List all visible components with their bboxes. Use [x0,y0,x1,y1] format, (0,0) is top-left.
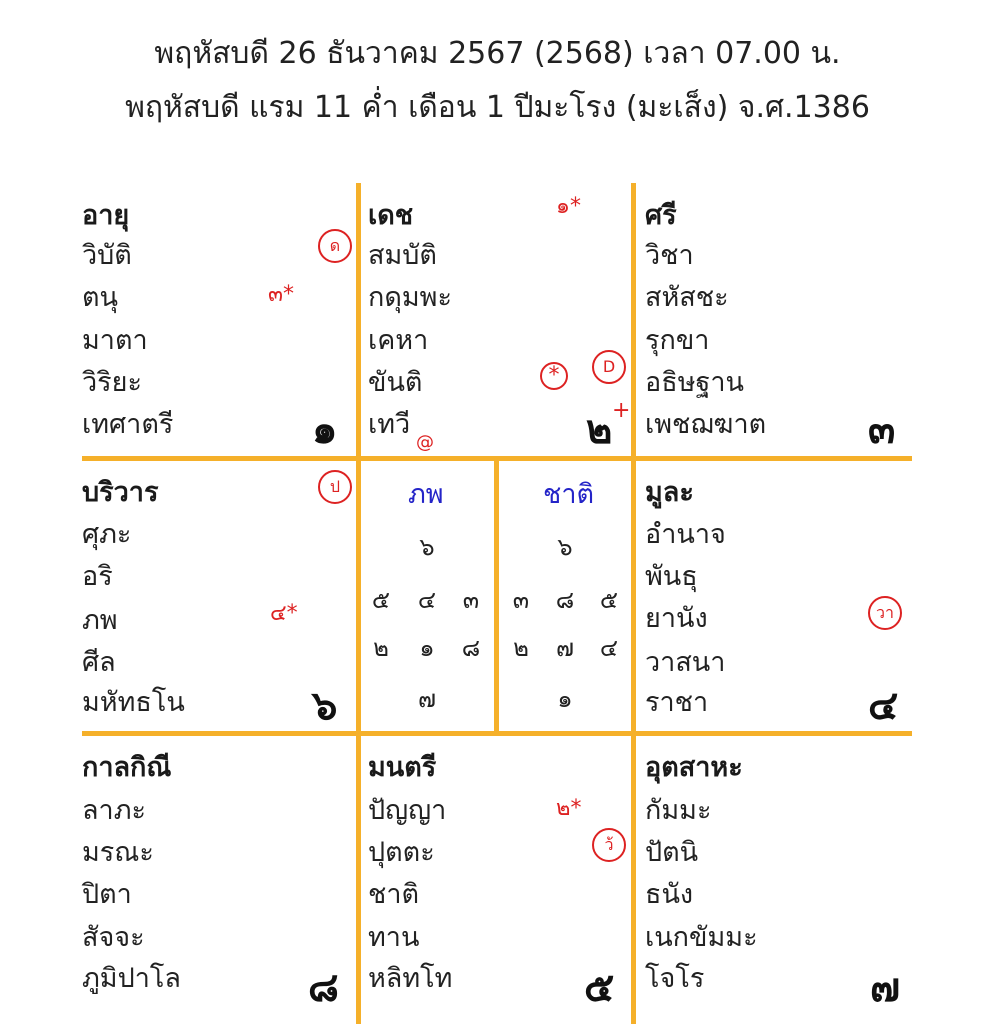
house-item: โจโร [645,963,705,994]
house-item: ภูมิปาโล [82,963,181,994]
house-item: เพชฌฆาต [645,409,767,440]
house-item: ปิตา [82,879,132,910]
house-item: วิชา [645,240,694,271]
marker-at: @ [416,432,434,453]
house-title: บริวาร [82,477,159,508]
center-left-r2c2: ๑ [419,634,435,662]
grid-line-h1 [82,456,912,461]
center-right-r2c3: ๔ [599,634,619,662]
header-line-1: พฤหัสบดี 26 ธันวาคม 2567 (2568) เวลา 07.00 น. [154,36,841,71]
marker-circle-D: D [592,350,626,384]
marker-plus: + [612,398,631,423]
house-item: ภพ [82,605,118,636]
center-right-label: ชาติ [543,479,595,510]
house-item: เคหา [368,325,429,356]
house-item: ชาติ [368,879,420,910]
house-item: อำนาจ [645,519,726,550]
house-title: กาลกิณี [82,752,172,783]
house-item: มรณะ [82,837,154,868]
house-item: สัจจะ [82,922,145,953]
grid-line-h2 [82,731,912,736]
house-title: มนตรี [368,752,437,783]
house-item: มหัทธโน [82,687,185,718]
house-item: กัมมะ [645,795,712,826]
house-item: มาตา [82,325,148,356]
house-item: ปุตตะ [368,837,435,868]
marker-star-2: ๒* [556,796,582,821]
center-left-label: ภพ [408,479,444,510]
header-line-2: พฤหัสบดี แรม 11 ค่ำ เดือน 1 ปีมะโรง (มะเส็ง) จ.ศ.1386 [125,90,870,125]
house-title: อุตสาหะ [645,752,743,783]
house-item: ปัญญา [368,795,447,826]
marker-star-4: ๔* [270,601,298,626]
house-item: ศีล [82,647,116,678]
house-number: ๔ [868,683,899,729]
house-number: ๑ [312,407,338,453]
house-item: ทาน [368,922,420,953]
house-item: ยานัง [645,603,708,634]
house-item: อธิษฐาน [645,367,745,398]
house-item: เทศาตรี [82,409,174,440]
house-number: ๘ [308,965,339,1011]
center-right-r1c3: ๕ [599,586,619,614]
center-left-r1c2: ๔ [417,586,437,614]
marker-star-3: ๓* [268,282,295,307]
center-right-r2c1: ๒ [513,634,529,662]
center-left-r2c3: ๘ [461,634,481,662]
grid-line-v1 [356,183,361,1024]
house-item: ปัตนิ [645,837,699,868]
house-item: วิริยะ [82,367,142,398]
house-item: วาสนา [645,647,726,678]
house-item: วิบัติ [82,240,132,271]
house-item: ตนุ [82,282,118,313]
marker-circle-p: ป [318,470,352,504]
grid-line-v-center [494,458,499,734]
house-item: สหัสชะ [645,282,729,313]
house-title: มูละ [645,477,694,508]
house-item: รุกขา [645,325,710,356]
center-left-top: ๖ [419,533,435,561]
house-item: สมบัติ [368,240,437,271]
house-number: ๖ [312,683,338,729]
house-item: หลิทโท [368,963,453,994]
house-item: ลาภะ [82,795,147,826]
house-item: เทวี [368,409,411,440]
house-number: ๕ [584,965,615,1011]
marker-circle-d: ด [318,229,352,263]
center-right-top: ๖ [557,533,573,561]
house-item: เนกขัมมะ [645,922,758,953]
house-number: ๗ [870,965,901,1011]
house-item: กดุมพะ [368,282,452,313]
marker-circle-s: ว้ [592,828,626,862]
marker-star-1: ๑* [556,194,581,219]
grid-line-v2 [631,183,636,1024]
house-item: ธนัง [645,879,694,910]
house-item: พันธุ [645,561,698,592]
center-right-r2c2: ๗ [555,634,575,662]
house-number: ๓ [868,407,896,453]
center-left-bottom: ๗ [417,685,437,713]
house-title: อายุ [82,200,130,231]
house-title: เดช [368,200,414,231]
center-left-r2c1: ๒ [373,634,389,662]
house-item: ขันติ [368,367,423,398]
house-item: อริ [82,561,113,592]
house-number: ๒ [586,407,613,453]
marker-star-circle: * [540,362,568,390]
marker-circle-wa: วา [868,596,902,630]
house-item: ราชา [645,687,709,718]
center-right-r1c2: ๘ [555,586,575,614]
center-right-r1c1: ๓ [512,586,530,614]
house-title: ศรี [645,200,677,231]
center-left-r1c3: ๓ [462,586,480,614]
center-left-r1c1: ๕ [371,586,391,614]
center-right-bottom: ๑ [557,685,573,713]
house-item: ศุภะ [82,519,132,550]
